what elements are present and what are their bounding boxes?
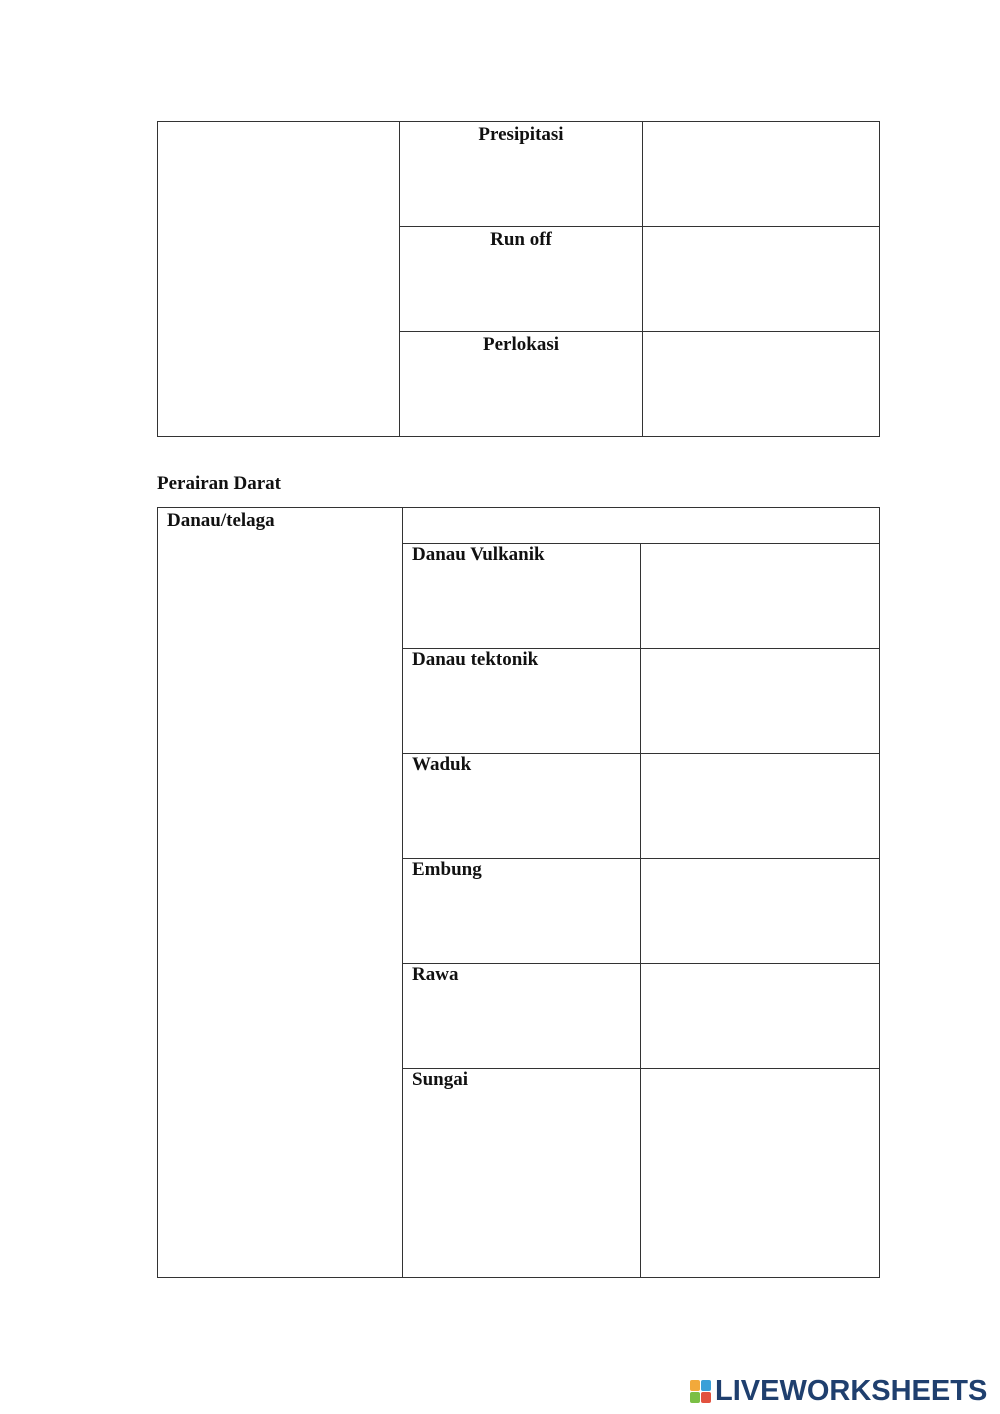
group-label-cell (158, 508, 403, 1278)
inland-answer-cell[interactable] (641, 754, 880, 859)
inland-label-waduk: Waduk (412, 754, 472, 775)
inland-label-cell (403, 544, 641, 649)
inland-label-embung: Embung (412, 859, 482, 880)
inland-answer-cell[interactable] (641, 649, 880, 754)
hydro-cycle-table (157, 121, 880, 437)
inland-label-cell (403, 1069, 641, 1278)
group-answer-cell[interactable] (403, 508, 880, 544)
group-label: Danau/telaga (167, 510, 275, 531)
hydro-label-cell (400, 332, 643, 437)
inland-answer-cell[interactable] (641, 859, 880, 964)
hydro-label-cell (400, 227, 643, 332)
hydro-answer-cell[interactable] (643, 227, 880, 332)
inland-label-cell (403, 649, 641, 754)
inland-answer-cell[interactable] (641, 964, 880, 1069)
hydro-merged-cell (158, 122, 400, 437)
inland-waters-table (157, 507, 880, 1278)
logo-text: LIVEWORKSHEETS (715, 1374, 988, 1407)
liveworksheets-logo-icon (690, 1380, 711, 1403)
inland-label-danau-vulkanik: Danau Vulkanik (412, 544, 545, 565)
hydro-label-cell (400, 122, 643, 227)
hydro-answer-cell[interactable] (643, 122, 880, 227)
hydro-answer-cell[interactable] (643, 332, 880, 437)
inland-answer-cell[interactable] (641, 1069, 880, 1278)
inland-label-cell (403, 754, 641, 859)
hydro-label-run-off: Run off (490, 229, 552, 250)
inland-label-sungai: Sungai (412, 1069, 468, 1090)
inland-label-danau-tektonik: Danau tektonik (412, 649, 539, 670)
hydro-label-perlokasi: Perlokasi (483, 334, 559, 355)
inland-label-cell (403, 859, 641, 964)
inland-answer-cell[interactable] (641, 544, 880, 649)
hydro-label-presipitasi: Presipitasi (478, 124, 564, 145)
inland-label-cell (403, 964, 641, 1069)
inland-label-rawa: Rawa (412, 964, 459, 985)
liveworksheets-logo (690, 1373, 987, 1409)
section-heading: Perairan Darat (157, 473, 281, 494)
